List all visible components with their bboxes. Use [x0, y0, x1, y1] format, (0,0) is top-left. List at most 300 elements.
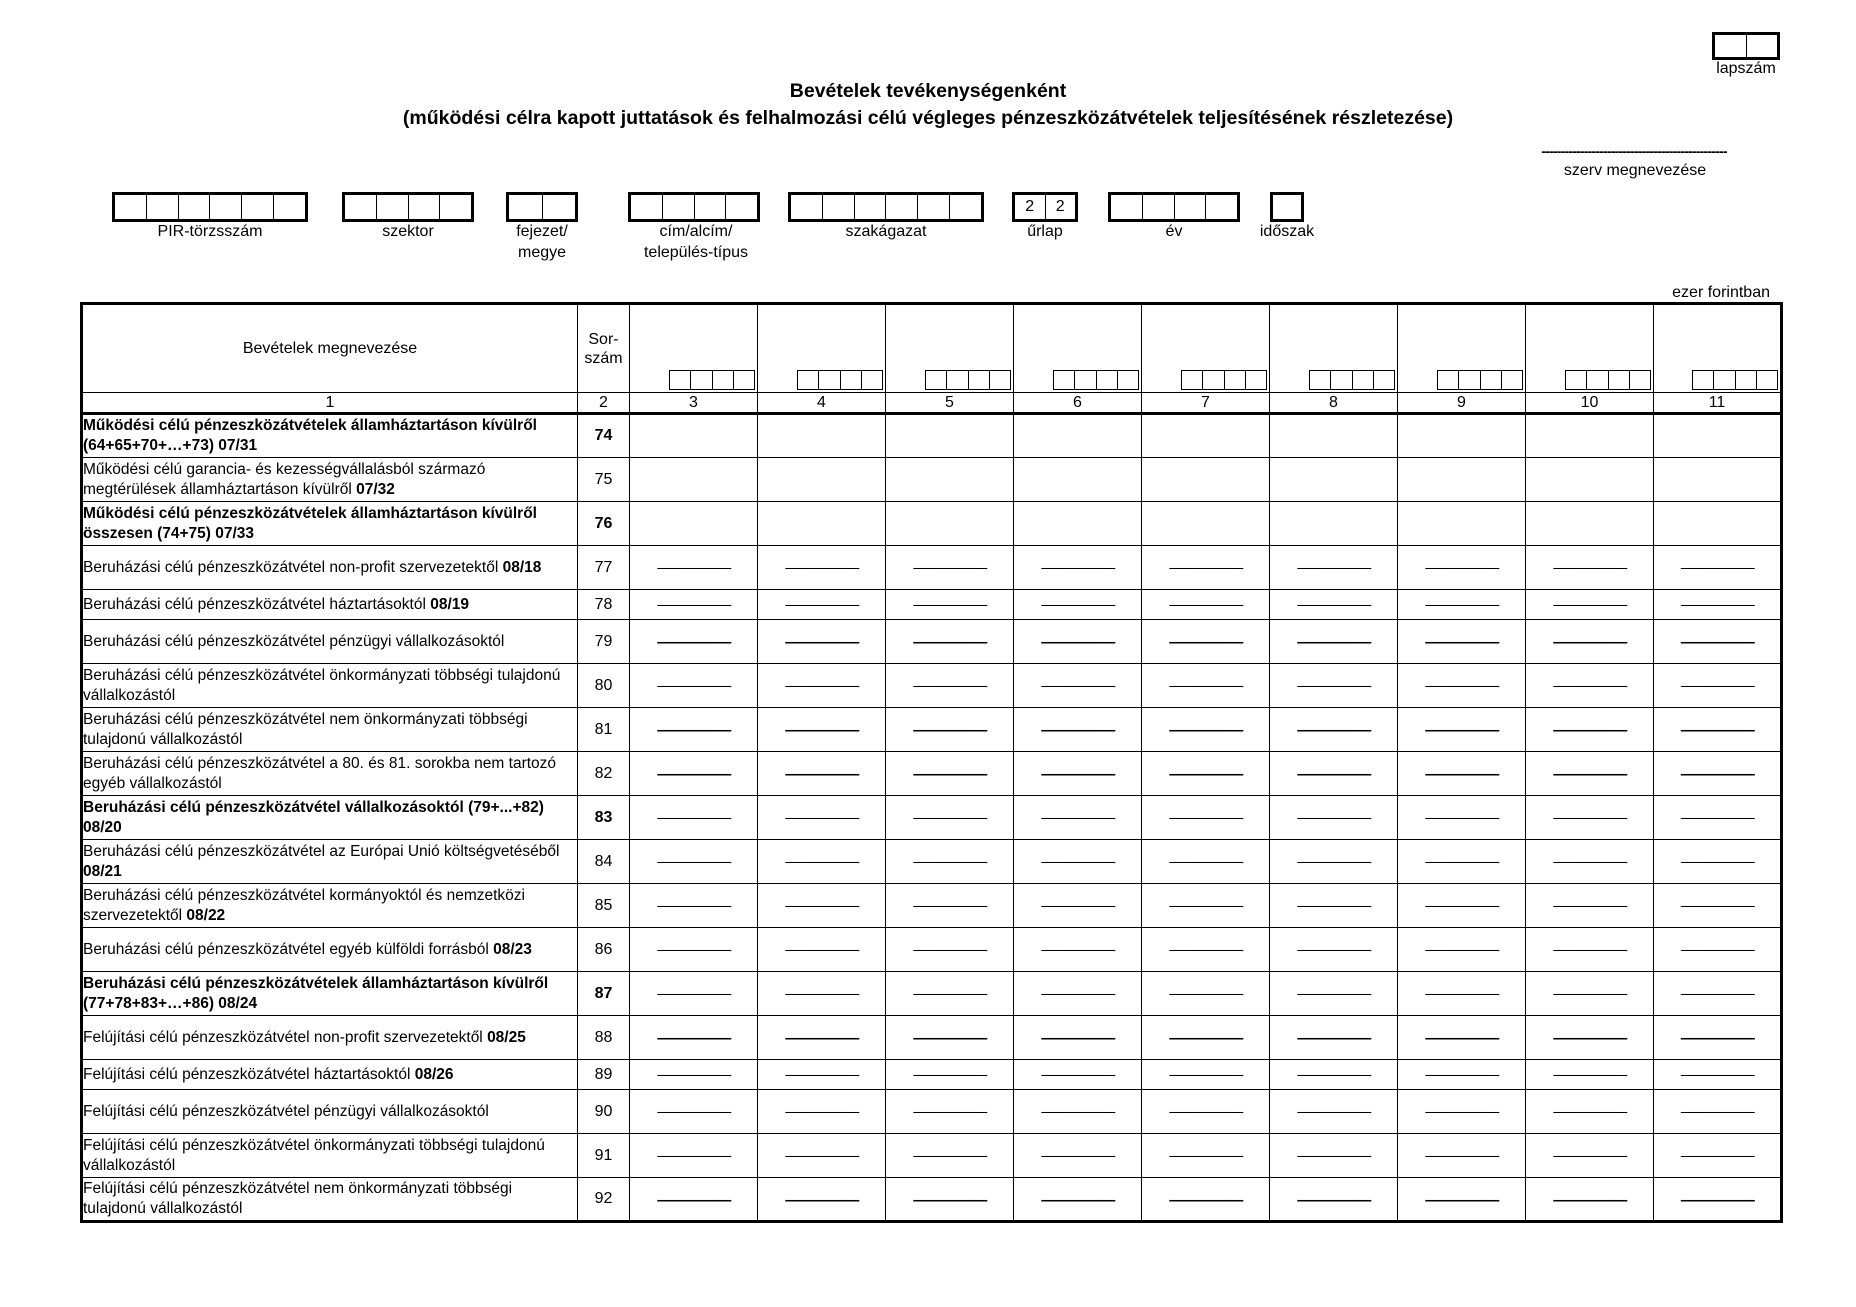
data-cell[interactable]: -------------------------- — [1526, 972, 1654, 1016]
data-cell[interactable]: -------------------------- — [1270, 1060, 1398, 1090]
header-sor-line2: szám — [584, 349, 623, 367]
data-cell[interactable]: -------------------------- — [1654, 620, 1782, 664]
page-subtitle: (működési célra kapott juttatások és felhalmozási célú végleges pénzeszközátvételek teljesítésének részletezése) — [402, 107, 1454, 129]
data-cell[interactable] — [1142, 458, 1270, 502]
data-cell[interactable]: -------------------------- — [1270, 884, 1398, 928]
data-cell[interactable] — [630, 414, 758, 458]
column-number: 4 — [758, 393, 886, 414]
pir-code-box[interactable] — [112, 192, 308, 222]
row-name-part: Beruházási célú pénzeszközátvételek államháztartáson kívülről (77+78+83+…+86) 08/24 — [83, 974, 549, 1012]
row-name-part: Beruházási célú pénzeszközátvétel a 80. és 81. sorokba nem tartozó egyéb vállalkozástól — [83, 754, 557, 792]
data-cell[interactable]: -------------------------- — [630, 840, 758, 884]
data-cell[interactable]: -------------------------- — [1654, 840, 1782, 884]
data-cell[interactable]: -------------------------- — [1142, 1060, 1270, 1090]
data-cell[interactable] — [758, 502, 886, 546]
data-cell[interactable]: -------------------------- — [630, 590, 758, 620]
row-name-part: Beruházási célú pénzeszközátvétel pénzügyi vállalkozásoktól — [83, 632, 505, 650]
data-cell[interactable] — [1526, 458, 1654, 502]
data-cell[interactable]: -------------------------- — [1270, 1016, 1398, 1060]
fejezet-code-box[interactable] — [506, 192, 578, 222]
data-cell[interactable]: -------------------------- — [630, 972, 758, 1016]
column-code-7[interactable] — [1142, 304, 1270, 393]
data-cell[interactable]: -------------------------- — [886, 546, 1014, 590]
data-cell[interactable]: -------------------------- — [630, 1060, 758, 1090]
data-cell[interactable]: -------------------------- — [1014, 1060, 1142, 1090]
column-code-8[interactable] — [1270, 304, 1398, 393]
pir-code-cell[interactable] — [210, 195, 242, 219]
idoszak-label — [1250, 221, 1324, 242]
data-cell[interactable] — [886, 458, 1014, 502]
pir-code-cell[interactable] — [274, 195, 305, 219]
szektor-code-cell[interactable] — [377, 195, 409, 219]
data-cell[interactable]: -------------------------- — [1014, 1090, 1142, 1134]
column-code-6[interactable] — [1014, 304, 1142, 393]
ev-code-cell[interactable] — [1143, 195, 1175, 219]
row-name — [82, 1060, 578, 1090]
data-cell[interactable]: -------------------------- — [1398, 664, 1526, 708]
data-cell[interactable]: -------------------------- — [1526, 1016, 1654, 1060]
data-cell[interactable]: -------------------------- — [630, 546, 758, 590]
row-name — [82, 884, 578, 928]
data-cell[interactable] — [1014, 502, 1142, 546]
data-cell[interactable]: -------------------------- — [1526, 1134, 1654, 1178]
data-cell[interactable]: -------------------------- — [1654, 1178, 1782, 1222]
data-cell[interactable] — [1398, 458, 1526, 502]
szakagazat-code-cell[interactable] — [950, 195, 981, 219]
data-cell[interactable]: -------------------------- — [1270, 796, 1398, 840]
data-cell[interactable] — [886, 502, 1014, 546]
data-cell[interactable]: -------------------------- — [1142, 1134, 1270, 1178]
data-cell[interactable]: -------------------------- — [758, 796, 886, 840]
data-cell[interactable]: -------------------------- — [1270, 928, 1398, 972]
row-number: 81 — [578, 708, 630, 752]
row-name-part: Működési célú garancia- és kezességvállalásból származó megtérülések államháztartáson kívülről — [83, 460, 486, 498]
data-cell[interactable]: -------------------------- — [1142, 1178, 1270, 1222]
data-cell[interactable] — [1142, 414, 1270, 458]
table-header-row — [82, 304, 1782, 393]
data-cell[interactable]: -------------------------- — [886, 884, 1014, 928]
column-code-box[interactable] — [1437, 370, 1523, 390]
row-name — [82, 502, 578, 546]
data-cell[interactable] — [1270, 414, 1398, 458]
data-cell[interactable] — [1270, 458, 1398, 502]
data-cell[interactable]: -------------------------- — [1526, 590, 1654, 620]
column-code-11[interactable] — [1654, 304, 1782, 393]
row-name — [82, 1178, 578, 1222]
data-cell[interactable]: -------------------------- — [758, 664, 886, 708]
ev-code-box[interactable] — [1108, 192, 1240, 222]
data-cell[interactable]: -------------------------- — [1014, 840, 1142, 884]
data-cell[interactable]: -------------------------- — [1526, 1060, 1654, 1090]
data-cell[interactable] — [1526, 414, 1654, 458]
row-number: 88 — [578, 1016, 630, 1060]
fejezet-code-cell[interactable] — [509, 195, 543, 219]
data-cell[interactable] — [1014, 458, 1142, 502]
data-cell[interactable]: -------------------------- — [886, 1178, 1014, 1222]
data-cell[interactable]: -------------------------- — [1014, 884, 1142, 928]
row-name-part: Felújítási célú pénzeszközátvétel pénzügyi vállalkozásoktól — [83, 1102, 489, 1120]
data-cell[interactable]: -------------------------- — [886, 664, 1014, 708]
data-cell[interactable]: -------------------------- — [1270, 1178, 1398, 1222]
urlap-code-box[interactable] — [1012, 192, 1078, 222]
szakagazat-code-cell[interactable] — [791, 195, 823, 219]
row-name-part: Felújítási célú pénzeszközátvétel önkormányzati többségi tulajdonú vállalkozástól — [83, 1136, 545, 1174]
data-cell[interactable] — [1014, 414, 1142, 458]
data-cell[interactable]: -------------------------- — [886, 928, 1014, 972]
data-cell[interactable]: -------------------------- — [1526, 620, 1654, 664]
data-cell[interactable]: -------------------------- — [1270, 1090, 1398, 1134]
table-row — [82, 664, 1782, 708]
data-cell[interactable] — [1654, 502, 1782, 546]
data-cell[interactable]: -------------------------- — [1142, 928, 1270, 972]
data-cell[interactable]: -------------------------- — [1142, 884, 1270, 928]
table-row — [82, 884, 1782, 928]
data-cell[interactable]: -------------------------- — [1270, 840, 1398, 884]
data-cell[interactable] — [1398, 502, 1526, 546]
data-cell[interactable]: -------------------------- — [1270, 1134, 1398, 1178]
column-code-4[interactable] — [758, 304, 886, 393]
data-cell[interactable]: -------------------------- — [1014, 752, 1142, 796]
szektor-code-cell[interactable] — [409, 195, 441, 219]
data-cell[interactable]: -------------------------- — [630, 708, 758, 752]
column-code-5[interactable] — [886, 304, 1014, 393]
pir-code-cell[interactable] — [242, 195, 274, 219]
row-name — [82, 1134, 578, 1178]
row-name — [82, 620, 578, 664]
row-name-part: 08/25 — [487, 1028, 526, 1046]
data-cell[interactable]: -------------------------- — [1654, 796, 1782, 840]
data-cell[interactable]: -------------------------- — [1142, 590, 1270, 620]
fejezet-label-line1: fejezet/ — [516, 223, 568, 240]
data-cell[interactable]: -------------------------- — [1526, 884, 1654, 928]
column-code-box[interactable] — [669, 370, 755, 390]
cim-label-line2: település-típus — [643, 244, 749, 261]
data-cell[interactable]: -------------------------- — [1526, 664, 1654, 708]
data-cell[interactable]: -------------------------- — [1270, 546, 1398, 590]
ev-label — [1108, 221, 1240, 242]
data-cell[interactable]: -------------------------- — [1142, 972, 1270, 1016]
data-cell[interactable]: -------------------------- — [1398, 928, 1526, 972]
organization-dashes[interactable]: ------------------------------------------------ — [1541, 143, 1727, 159]
data-cell[interactable]: -------------------------- — [758, 928, 886, 972]
data-cell[interactable]: -------------------------- — [1014, 1016, 1142, 1060]
szakagazat-code-cell[interactable] — [886, 195, 918, 219]
szektor-label-line1: szektor — [382, 223, 434, 240]
fejezet-label — [494, 221, 590, 263]
data-cell[interactable]: -------------------------- — [1398, 590, 1526, 620]
data-cell[interactable]: -------------------------- — [1398, 708, 1526, 752]
urlap-code-cell[interactable]: 2 — [1055, 198, 1065, 215]
data-cell[interactable]: -------------------------- — [1526, 1090, 1654, 1134]
data-cell[interactable]: -------------------------- — [1142, 664, 1270, 708]
data-cell[interactable]: -------------------------- — [1398, 546, 1526, 590]
data-cell[interactable]: -------------------------- — [1398, 1060, 1526, 1090]
row-name-part: Beruházási célú pénzeszközátvétel háztartásoktól — [83, 595, 431, 613]
data-cell[interactable]: -------------------------- — [1398, 620, 1526, 664]
urlap-code-cell[interactable]: 2 — [1015, 195, 1046, 219]
data-cell[interactable]: -------------------------- — [630, 1090, 758, 1134]
data-cell[interactable]: -------------------------- — [1014, 1134, 1142, 1178]
row-name — [82, 1090, 578, 1134]
szektor-code-box[interactable] — [342, 192, 474, 222]
ev-code-cell[interactable] — [1175, 195, 1207, 219]
data-cell[interactable] — [1654, 414, 1782, 458]
szakagazat-code-cell[interactable] — [855, 195, 887, 219]
data-cell[interactable] — [1398, 414, 1526, 458]
header-sor-line1: Sor- — [588, 330, 619, 348]
data-cell[interactable]: -------------------------- — [1142, 620, 1270, 664]
row-number: 89 — [578, 1060, 630, 1090]
data-cell[interactable]: -------------------------- — [1142, 1016, 1270, 1060]
data-cell[interactable]: -------------------------- — [1398, 1178, 1526, 1222]
cim-code-cell[interactable] — [695, 195, 727, 219]
data-cell[interactable]: -------------------------- — [1526, 708, 1654, 752]
data-cell[interactable]: -------------------------- — [1142, 1090, 1270, 1134]
szakagazat-code-cell[interactable] — [918, 195, 950, 219]
row-name — [82, 458, 578, 502]
data-cell[interactable]: -------------------------- — [886, 1134, 1014, 1178]
row-name — [82, 752, 578, 796]
row-name — [82, 414, 578, 458]
data-cell[interactable]: -------------------------- — [758, 752, 886, 796]
data-cell[interactable]: -------------------------- — [758, 840, 886, 884]
data-cell[interactable]: -------------------------- — [1014, 546, 1142, 590]
data-cell[interactable]: -------------------------- — [886, 708, 1014, 752]
data-cell[interactable]: -------------------------- — [758, 1178, 886, 1222]
idoszak-code-box[interactable] — [1270, 192, 1304, 222]
row-number: 85 — [578, 884, 630, 928]
column-code-9[interactable] — [1398, 304, 1526, 393]
column-number-row — [82, 393, 1782, 414]
ev-code-cell[interactable] — [1111, 195, 1143, 219]
data-cell[interactable]: -------------------------- — [886, 620, 1014, 664]
idoszak-code-cell[interactable] — [1273, 195, 1301, 219]
row-name-part: Beruházási célú pénzeszközátvétel vállalkozásoktól (79+...+82) 08/20 — [83, 798, 544, 836]
data-cell[interactable]: -------------------------- — [886, 1060, 1014, 1090]
data-cell[interactable]: -------------------------- — [1398, 972, 1526, 1016]
column-code-box[interactable] — [1053, 370, 1139, 390]
unit-label: ezer forintban — [1672, 284, 1770, 301]
data-cell[interactable]: -------------------------- — [630, 884, 758, 928]
data-cell[interactable]: -------------------------- — [630, 752, 758, 796]
data-cell[interactable]: -------------------------- — [1270, 708, 1398, 752]
data-cell[interactable]: -------------------------- — [1654, 590, 1782, 620]
data-cell[interactable]: -------------------------- — [1270, 590, 1398, 620]
row-number: 82 — [578, 752, 630, 796]
data-cell[interactable] — [1142, 502, 1270, 546]
data-cell[interactable]: -------------------------- — [1142, 840, 1270, 884]
row-name-part: Beruházási célú pénzeszközátvétel egyéb külföldi forrásból — [83, 940, 494, 958]
data-cell[interactable]: -------------------------- — [1014, 708, 1142, 752]
data-cell[interactable]: -------------------------- — [630, 620, 758, 664]
data-cell[interactable] — [1654, 458, 1782, 502]
data-cell[interactable]: -------------------------- — [1654, 1060, 1782, 1090]
data-cell[interactable]: -------------------------- — [758, 546, 886, 590]
data-cell[interactable]: -------------------------- — [1270, 664, 1398, 708]
data-cell[interactable]: -------------------------- — [1526, 1178, 1654, 1222]
table-row — [82, 414, 1782, 458]
szakagazat-label-line1: szakágazat — [845, 223, 927, 240]
column-code-3[interactable] — [630, 304, 758, 393]
data-cell[interactable]: -------------------------- — [1654, 546, 1782, 590]
data-cell[interactable]: -------------------------- — [1142, 708, 1270, 752]
column-code-box[interactable] — [1565, 370, 1651, 390]
data-cell[interactable]: -------------------------- — [758, 708, 886, 752]
data-cell[interactable]: -------------------------- — [630, 796, 758, 840]
cim-code-cell[interactable] — [631, 195, 663, 219]
table-row — [82, 1178, 1782, 1222]
data-cell[interactable]: -------------------------- — [1014, 664, 1142, 708]
data-cell[interactable]: -------------------------- — [1654, 972, 1782, 1016]
column-code-box[interactable] — [1309, 370, 1395, 390]
data-cell[interactable]: -------------------------- — [1014, 1178, 1142, 1222]
row-name-part: Beruházási célú pénzeszközátvétel önkormányzati többségi tulajdonú vállalkozástól — [83, 666, 561, 704]
data-cell[interactable]: -------------------------- — [886, 972, 1014, 1016]
row-name-part: 08/21 — [83, 862, 122, 880]
page-number-box[interactable] — [1712, 32, 1780, 60]
data-cell[interactable]: -------------------------- — [1270, 752, 1398, 796]
data-cell[interactable] — [758, 414, 886, 458]
data-cell[interactable]: -------------------------- — [1014, 972, 1142, 1016]
data-cell[interactable]: -------------------------- — [1142, 796, 1270, 840]
data-cell[interactable]: -------------------------- — [886, 796, 1014, 840]
header-sorszam — [578, 304, 630, 393]
data-cell[interactable]: -------------------------- — [630, 1016, 758, 1060]
data-cell[interactable]: -------------------------- — [1398, 1134, 1526, 1178]
data-cell[interactable]: -------------------------- — [630, 1178, 758, 1222]
ev-code-cell[interactable] — [1206, 195, 1237, 219]
data-cell[interactable]: -------------------------- — [1398, 752, 1526, 796]
data-cell[interactable]: -------------------------- — [1654, 928, 1782, 972]
data-cell[interactable] — [630, 502, 758, 546]
data-cell[interactable]: -------------------------- — [630, 664, 758, 708]
szakagazat-code-cell[interactable] — [823, 195, 855, 219]
data-cell[interactable]: -------------------------- — [758, 1090, 886, 1134]
data-cell[interactable]: -------------------------- — [886, 840, 1014, 884]
column-number: 9 — [1398, 393, 1526, 414]
data-cell[interactable]: -------------------------- — [1526, 796, 1654, 840]
cim-code-box[interactable] — [628, 192, 760, 222]
data-cell[interactable]: -------------------------- — [1270, 620, 1398, 664]
data-cell[interactable]: -------------------------- — [1014, 590, 1142, 620]
table-row — [82, 458, 1782, 502]
data-cell[interactable] — [1270, 502, 1398, 546]
data-cell[interactable]: -------------------------- — [758, 1134, 886, 1178]
row-name — [82, 928, 578, 972]
data-cell[interactable]: -------------------------- — [1142, 546, 1270, 590]
row-number: 75 — [578, 458, 630, 502]
data-cell[interactable]: -------------------------- — [1654, 752, 1782, 796]
data-cell[interactable]: -------------------------- — [630, 928, 758, 972]
cim-code-cell[interactable] — [726, 195, 757, 219]
data-cell[interactable]: -------------------------- — [886, 752, 1014, 796]
column-number: 2 — [578, 393, 630, 414]
data-cell[interactable]: -------------------------- — [1654, 1134, 1782, 1178]
pir-code-cell[interactable] — [115, 195, 147, 219]
data-cell[interactable]: -------------------------- — [1014, 928, 1142, 972]
row-name — [82, 840, 578, 884]
data-cell[interactable]: -------------------------- — [1014, 796, 1142, 840]
data-cell[interactable]: -------------------------- — [758, 1060, 886, 1090]
data-cell[interactable] — [758, 458, 886, 502]
row-name-part: 08/19 — [430, 595, 470, 613]
data-cell[interactable]: -------------------------- — [1526, 752, 1654, 796]
page-number-cell-2[interactable] — [1747, 35, 1778, 57]
page-number-cell-1[interactable] — [1715, 35, 1747, 57]
data-cell[interactable]: -------------------------- — [1654, 1090, 1782, 1134]
data-cell[interactable]: -------------------------- — [886, 1016, 1014, 1060]
row-number: 87 — [578, 972, 630, 1016]
table-row — [82, 972, 1782, 1016]
column-number: 3 — [630, 393, 758, 414]
data-cell[interactable]: -------------------------- — [1526, 928, 1654, 972]
data-cell[interactable] — [1526, 502, 1654, 546]
urlap-label-line1: űrlap — [1027, 223, 1063, 240]
data-cell[interactable]: -------------------------- — [1398, 1090, 1526, 1134]
data-cell[interactable]: -------------------------- — [1654, 1016, 1782, 1060]
data-cell[interactable]: -------------------------- — [1398, 1016, 1526, 1060]
data-cell[interactable]: -------------------------- — [1654, 708, 1782, 752]
data-cell[interactable]: -------------------------- — [886, 590, 1014, 620]
data-cell[interactable]: -------------------------- — [1654, 664, 1782, 708]
data-cell[interactable]: -------------------------- — [1526, 840, 1654, 884]
column-code-box[interactable] — [1181, 370, 1267, 390]
data-cell[interactable]: -------------------------- — [886, 1090, 1014, 1134]
data-cell[interactable] — [630, 458, 758, 502]
row-name-part: Felújítási célú pénzeszközátvétel háztartásoktól — [83, 1065, 415, 1083]
table-row — [82, 928, 1782, 972]
pir-code-cell[interactable] — [179, 195, 211, 219]
data-cell[interactable]: -------------------------- — [758, 620, 886, 664]
data-cell[interactable]: -------------------------- — [1526, 546, 1654, 590]
data-cell[interactable]: -------------------------- — [758, 590, 886, 620]
table-row — [82, 840, 1782, 884]
pir-label-line1: PIR-törzsszám — [157, 223, 263, 240]
data-cell[interactable]: -------------------------- — [1270, 972, 1398, 1016]
data-cell[interactable] — [886, 414, 1014, 458]
data-cell[interactable]: -------------------------- — [758, 884, 886, 928]
row-number: 84 — [578, 840, 630, 884]
data-cell[interactable]: -------------------------- — [1398, 796, 1526, 840]
data-cell[interactable]: -------------------------- — [1014, 620, 1142, 664]
data-cell[interactable]: -------------------------- — [630, 1134, 758, 1178]
cim-code-cell[interactable] — [663, 195, 695, 219]
data-cell[interactable]: -------------------------- — [1398, 884, 1526, 928]
data-cell[interactable]: -------------------------- — [1654, 884, 1782, 928]
szektor-code-cell[interactable] — [440, 195, 471, 219]
column-code-10[interactable] — [1526, 304, 1654, 393]
szektor-code-cell[interactable] — [345, 195, 377, 219]
column-code-box[interactable] — [925, 370, 1011, 390]
table-row — [82, 620, 1782, 664]
fejezet-code-cell[interactable] — [543, 195, 576, 219]
column-number: 1 — [82, 393, 578, 414]
row-name-part: 08/23 — [493, 940, 532, 958]
table-row — [82, 752, 1782, 796]
data-cell[interactable]: -------------------------- — [758, 1016, 886, 1060]
revenue-table — [80, 302, 1783, 1223]
table-row — [82, 502, 1782, 546]
column-code-box[interactable] — [797, 370, 883, 390]
data-cell[interactable]: -------------------------- — [758, 972, 886, 1016]
row-number: 90 — [578, 1090, 630, 1134]
szakagazat-code-box[interactable] — [788, 192, 984, 222]
data-cell[interactable]: -------------------------- — [1142, 752, 1270, 796]
column-code-box[interactable] — [1692, 370, 1778, 390]
pir-code-cell[interactable] — [147, 195, 179, 219]
row-name — [82, 590, 578, 620]
data-cell[interactable]: -------------------------- — [1398, 840, 1526, 884]
